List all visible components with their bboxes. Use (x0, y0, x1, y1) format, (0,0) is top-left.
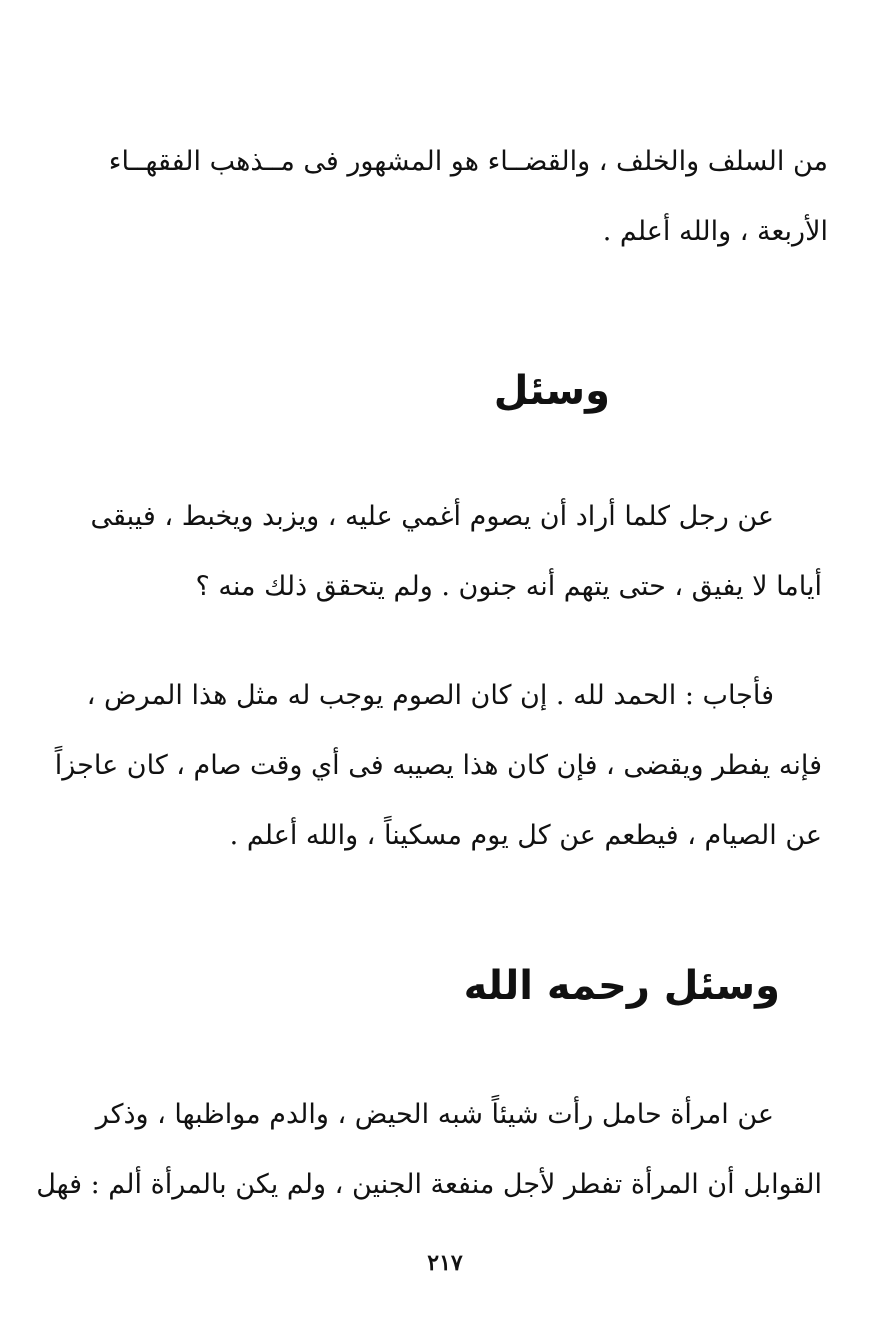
paragraph-1-line-2: الأربعة ، والله أعلم . (602, 216, 828, 247)
answer-1-line-3: عن الصيام ، فيطعم عن كل يوم مسكيناً ، والله أعلم . (229, 820, 822, 851)
answer-1-line-1: فأجاب : الحمد لله . إن كان الصوم يوجب له مثل هذا المرض ، (86, 680, 774, 711)
page-number: ٢١٧ (427, 1250, 463, 1276)
section-heading-2: وسئل رحمه الله (463, 963, 780, 1009)
answer-1-line-2: فإنه يفطر ويقضى ، فإن كان هذا يصيبه فى أي وقت صام ، كان عاجزاً (54, 750, 822, 781)
section-heading-1: وسئل (493, 368, 610, 414)
question-2-line-2: القوابل أن المرأة تفطر لأجل منفعة الجنين ، ولم يكن بالمرأة ألم : فهل (36, 1169, 822, 1200)
question-1-line-2: أياما لا يفيق ، حتى يتهم أنه جنون . ولم يتحقق ذلك منه ؟ (195, 571, 822, 602)
paragraph-1-line-1: من السلف والخلف ، والقضــاء هو المشهور فى مــذهب الفقهــاء (108, 146, 828, 177)
question-2-line-1: عن امرأة حامل رأت شيئاً شبه الحيض ، والدم مواظبها ، وذكر (95, 1099, 774, 1130)
question-1-line-1: عن رجل كلما أراد أن يصوم أغمي عليه ، ويزبد ويخبط ، فيبقى (90, 501, 774, 532)
